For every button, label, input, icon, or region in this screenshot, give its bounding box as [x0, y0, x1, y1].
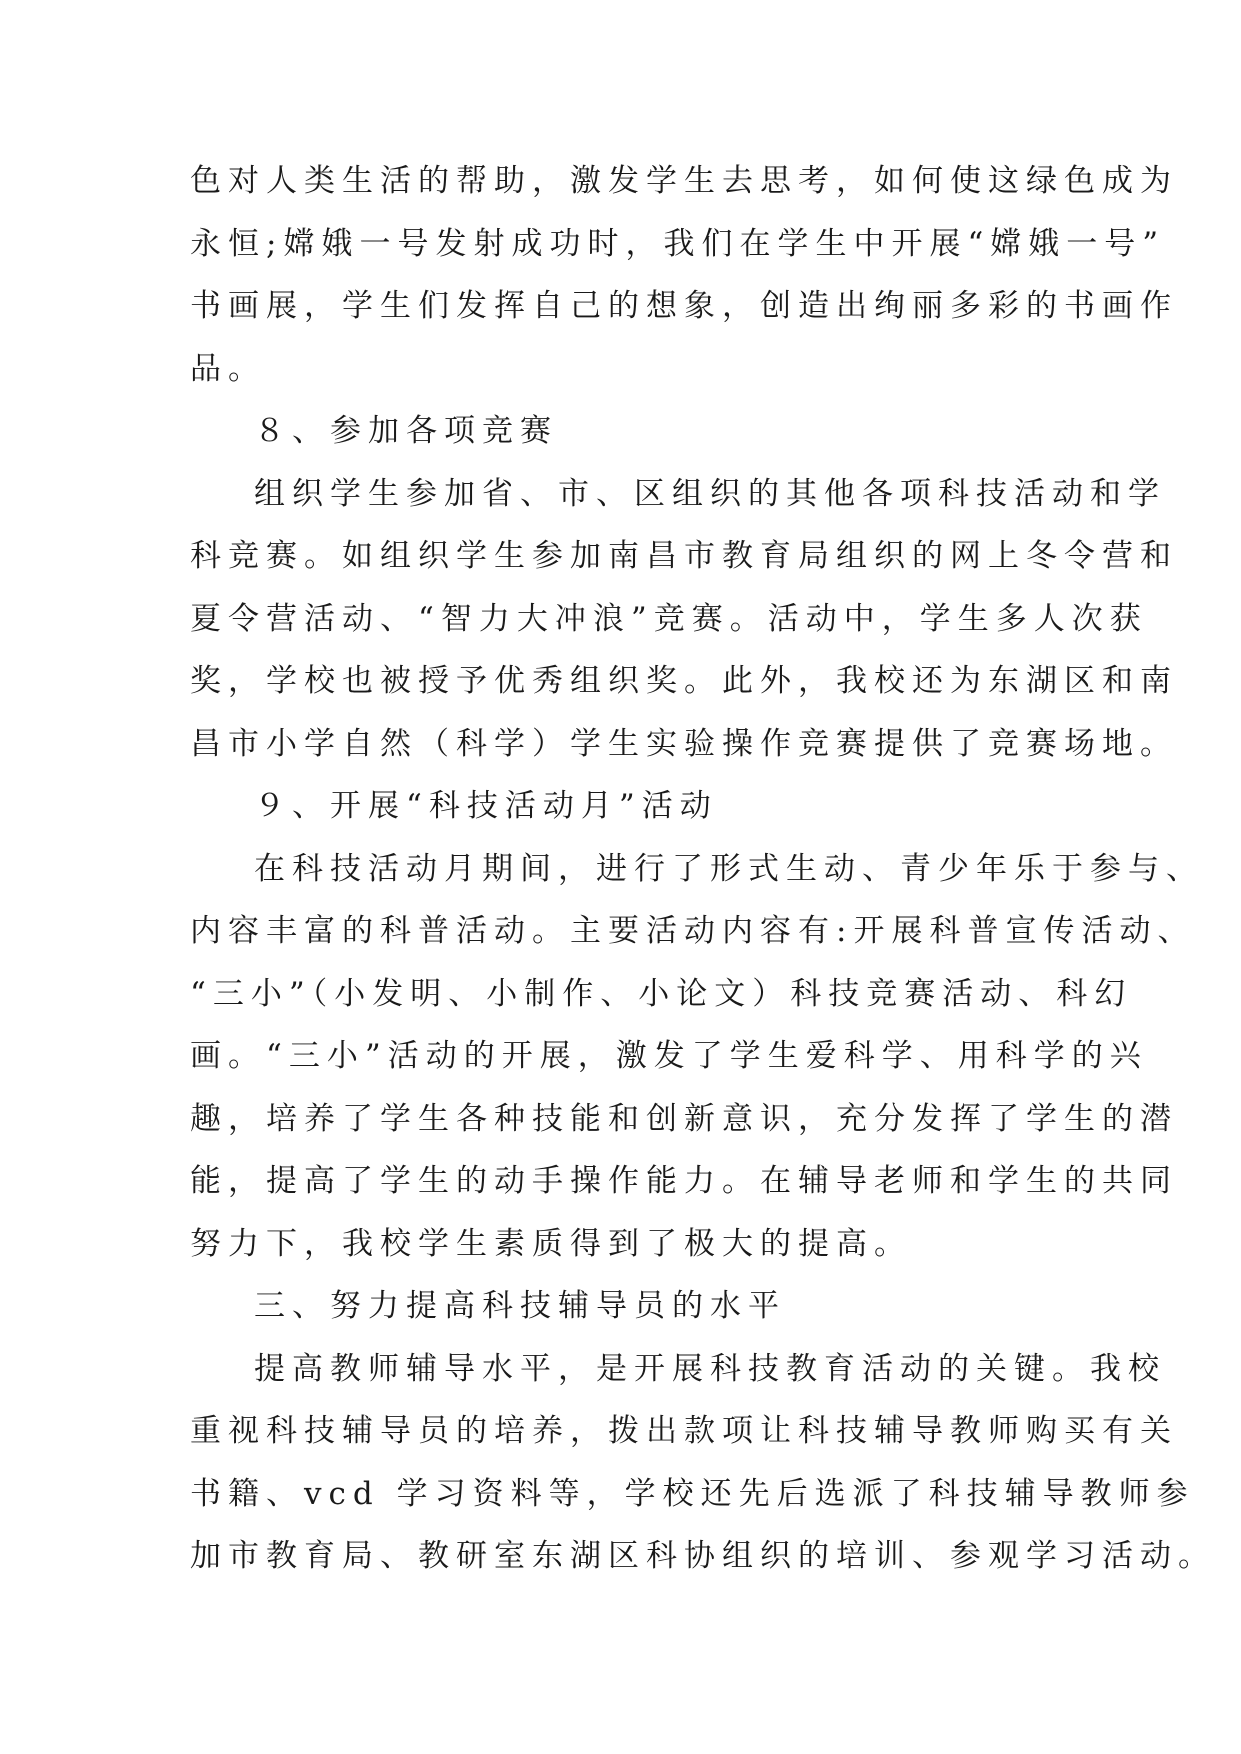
text-line: 科竞赛。如组织学生参加南昌市教育局组织的网上冬令营和: [190, 538, 1178, 574]
section-heading-9: [190, 775, 1070, 838]
text-line: 提高教师辅导水平，是开展科技教育活动的关键。我校: [254, 1350, 1166, 1387]
paragraph-tech-month: [190, 838, 1204, 1276]
text-line: 努力下，我校学生素质得到了极大的提高。: [190, 1225, 912, 1262]
text-line: 趣，培养了学生各种技能和创新意识，充分发挥了学生的潜: [190, 1100, 1178, 1137]
text-line: 书画展，学生们发挥自己的想象，创造出绚丽多彩的书画作: [190, 288, 1178, 324]
paragraph-competitions: [190, 463, 1178, 776]
text-line: 能，提高了学生的动手操作能力。在辅导老师和学生的共同: [190, 1163, 1178, 1199]
text-line: 组织学生参加省、市、区组织的其他各项科技活动和学: [254, 475, 1166, 512]
section-heading-3: [190, 1275, 1070, 1338]
text-line: 在科技活动月期间，进行了形式生动、青少年乐于参与、: [254, 850, 1204, 887]
text-line: 画。“三小”活动的开展，激发了学生爱科学、用科学的兴: [190, 1038, 1148, 1074]
paragraph-continuation: [190, 150, 1178, 400]
text-line: 永恒;嫦娥一号发射成功时，我们在学生中开展“嫦娥一号”: [190, 225, 1166, 262]
section-heading-8: [190, 400, 1070, 463]
heading-text: 三、努力提高科技辅导员的水平: [254, 1288, 786, 1324]
text-line: 夏令营活动、“智力大冲浪”竞赛。活动中，学生多人次获: [190, 600, 1148, 637]
text-line: 加市教育局、教研室东湖区科协组织的培训、参观学习活动。: [190, 1538, 1216, 1574]
text-line: 内容丰富的科普活动。主要活动内容有:开展科普宣传活动、: [190, 913, 1196, 949]
text-line: “三小”（小发明、小制作、小论文）科技竞赛活动、科幻: [190, 975, 1133, 1012]
text-line: 奖，学校也被授予优秀组织奖。此外，我校还为东湖区和南: [190, 663, 1178, 699]
text-line: 昌市小学自然（科学）学生实验操作竞赛提供了竞赛场地。: [190, 725, 1178, 762]
text-line: 重视科技辅导员的培养，拨出款项让科技辅导教师购买有关: [190, 1413, 1178, 1449]
text-line: 书籍、vcd 学习资料等，学校还先后选派了科技辅导教师参: [190, 1475, 1195, 1512]
heading-text: ９、开展“科技活动月”活动: [254, 788, 718, 824]
document-body: [190, 150, 1216, 1588]
heading-text: ８、参加各项竞赛: [254, 413, 558, 449]
text-line: 色对人类生活的帮助，激发学生去思考，如何使这绿色成为: [190, 163, 1178, 199]
paragraph-tutor-level: [190, 1338, 1216, 1588]
text-line: 品。: [190, 350, 266, 387]
